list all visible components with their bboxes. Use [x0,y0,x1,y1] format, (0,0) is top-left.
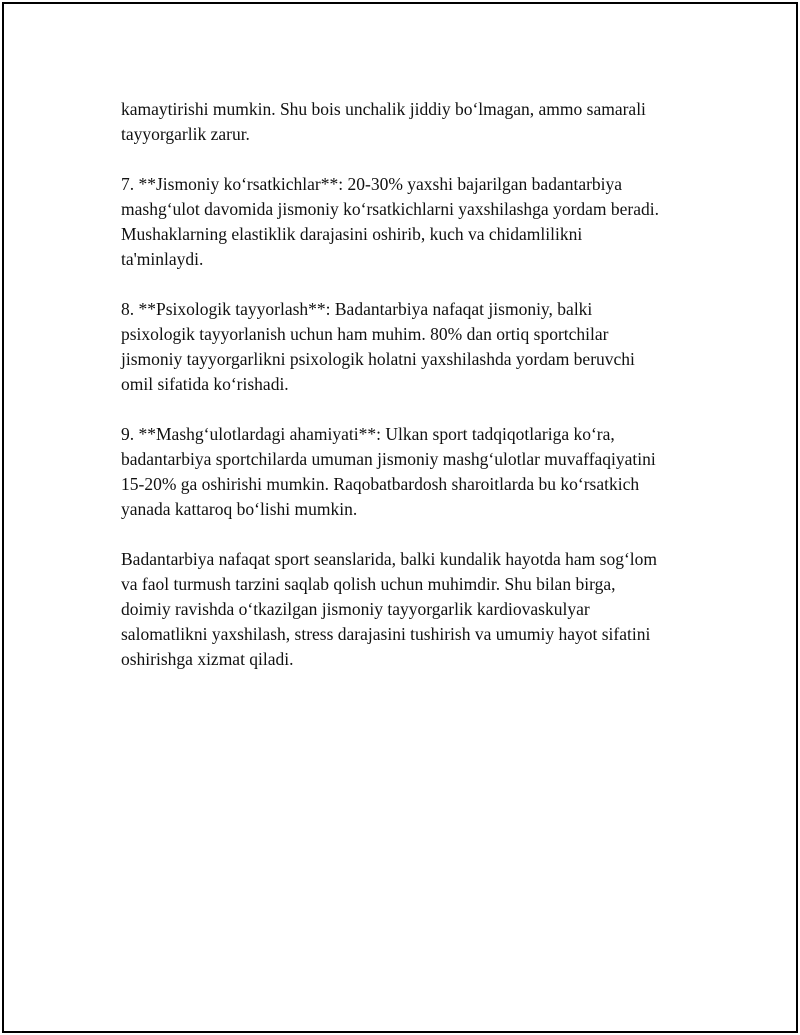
paragraph-item-9: 9. **Mashg‘ulotlardagi ahamiyati**: Ulkan sport tadqiqotlariga ko‘ra, badantarbiya sportchilarda umuman jismoniy mashg‘ulotlar muvaffaqiyatini 15-20% ga oshirishi mumkin. Raqobatbardosh sharoitlarda bu ko‘rsatkich yanada kattaroq bo‘lishi mumkin. [121,424,656,519]
page-border [2,2,798,1033]
paragraph-continuation: kamaytirishi mumkin. Shu bois unchalik jiddiy bo‘lmagan, ammo samarali tayyorgarlik zarur. [121,99,646,144]
paragraph-conclusion: Badantarbiya nafaqat sport seanslarida, balki kundalik hayotda ham sog‘lom va faol turmush tarzini saqlab qolish uchun muhimdir. Shu bilan birga, doimiy ravishda o‘tkazilgan jismoniy tayyorgarlik kardiovaskulyar salomatlikni yaxshilash, stress darajasini tushirish va umumiy hayot sifatini oshirishga xizmat qiladi. [121,549,658,669]
document-body [121,97,701,697]
paragraph-item-7: 7. **Jismoniy ko‘rsatkichlar**: 20-30% yaxshi bajarilgan badantarbiya mashg‘ulot davomida jismoniy ko‘rsatkichlarni yaxshilashga yordam beradi. Mushaklarning elastiklik darajasini oshirib, kuch va chidamlilikni ta'minlaydi. [121,174,660,269]
paragraph-item-8: 8. **Psixologik tayyorlash**: Badantarbiya nafaqat jismoniy, balki psixologik tayyorlanish uchun ham muhim. 80% dan ortiq sportchilar jismoniy tayyorgarlikni psixologik holatni yaxshilashda yordam beruvchi omil sifatida ko‘rishadi. [121,299,635,394]
